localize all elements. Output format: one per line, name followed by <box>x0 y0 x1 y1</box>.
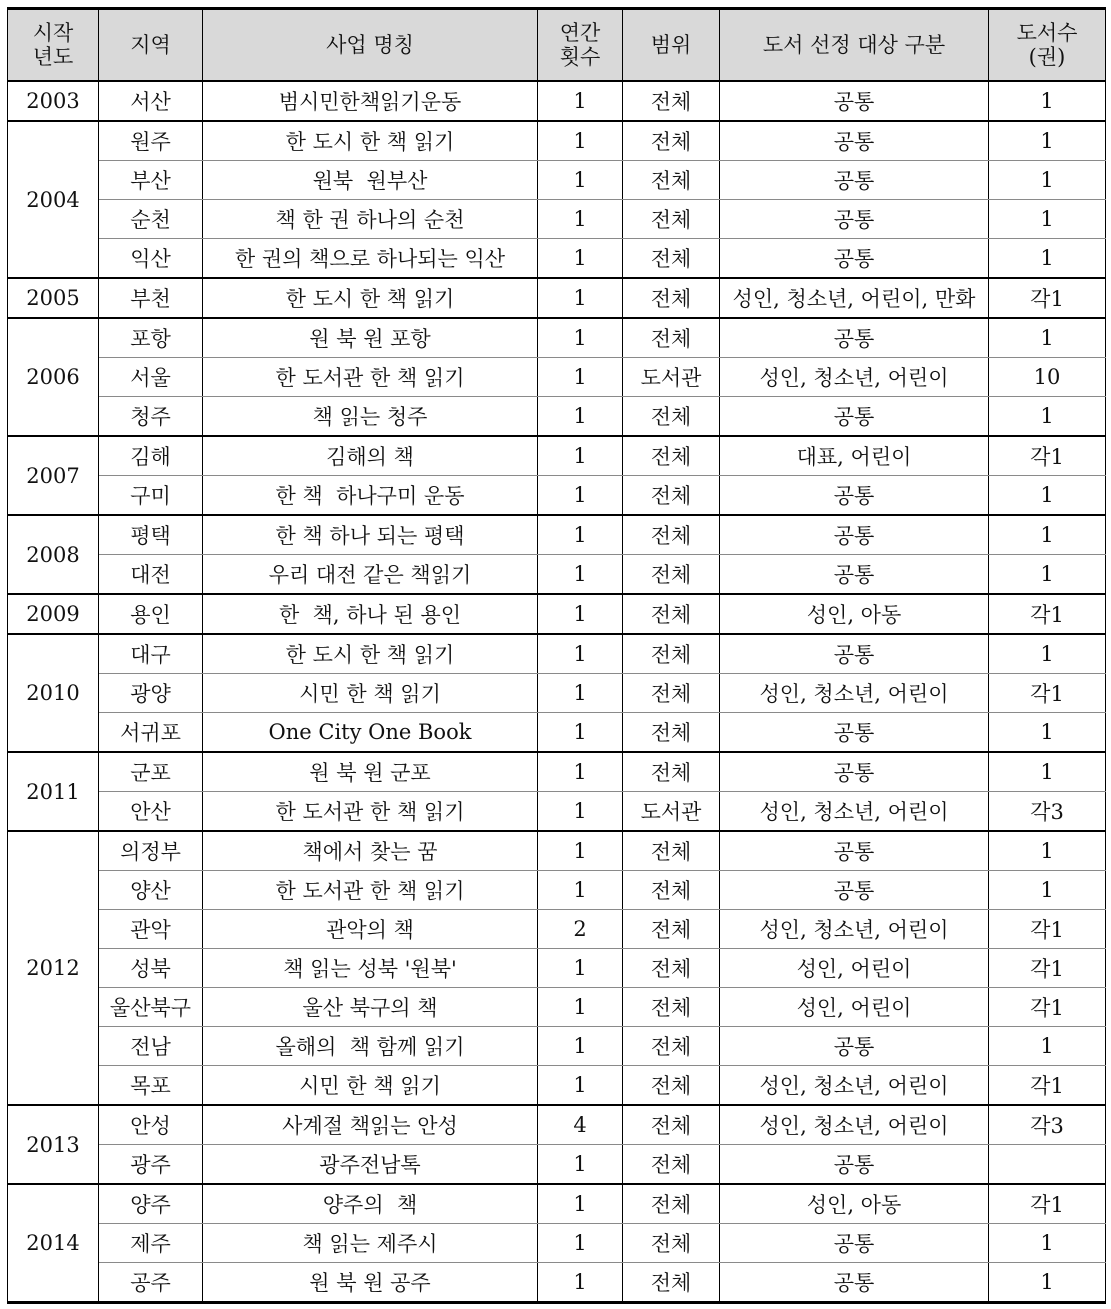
cell-books: 1 <box>989 1027 1106 1066</box>
cell-year: 2003 <box>8 81 99 121</box>
cell-region: 대전 <box>99 555 203 595</box>
cell-count: 1 <box>538 1066 623 1106</box>
table-row <box>8 81 1106 121</box>
table-row <box>8 1027 1106 1066</box>
cell-project: 광주전남톡 <box>203 1145 538 1185</box>
cell-scope: 전체 <box>623 988 720 1027</box>
cell-scope: 전체 <box>623 161 720 200</box>
cell-books: 1 <box>989 713 1106 753</box>
cell-count: 1 <box>538 358 623 397</box>
cell-region: 안산 <box>99 792 203 832</box>
cell-scope: 전체 <box>623 81 720 121</box>
cell-project: 한 책 하나 되는 평택 <box>203 515 538 555</box>
cell-region: 평택 <box>99 515 203 555</box>
cell-project: 올해의 책 함께 읽기 <box>203 1027 538 1066</box>
cell-scope: 전체 <box>623 594 720 634</box>
cell-count: 1 <box>538 239 623 279</box>
cell-target: 공통 <box>720 476 989 516</box>
cell-region: 서귀포 <box>99 713 203 753</box>
cell-region: 관악 <box>99 910 203 949</box>
cell-scope: 전체 <box>623 1184 720 1224</box>
header-region: 지역 <box>99 9 203 82</box>
header-year <box>8 9 99 82</box>
cell-region: 부산 <box>99 161 203 200</box>
cell-target: 성인, 청소년, 어린이 <box>720 358 989 397</box>
header-books <box>989 9 1106 82</box>
cell-project: 한 책, 하나 된 용인 <box>203 594 538 634</box>
cell-year: 2011 <box>8 752 99 831</box>
cell-region: 용인 <box>99 594 203 634</box>
cell-region: 구미 <box>99 476 203 516</box>
cell-year: 2013 <box>8 1105 99 1184</box>
cell-books: 10 <box>989 358 1106 397</box>
cell-project: 한 도시 한 책 읽기 <box>203 121 538 161</box>
cell-scope: 전체 <box>623 1066 720 1106</box>
table-row <box>8 1066 1106 1106</box>
table-row <box>8 358 1106 397</box>
cell-target: 성인, 청소년, 어린이 <box>720 1105 989 1145</box>
cell-target: 성인, 청소년, 어린이, 만화 <box>720 278 989 318</box>
cell-region: 대구 <box>99 634 203 674</box>
header-row <box>8 9 1106 82</box>
table-row <box>8 1105 1106 1145</box>
cell-target: 공통 <box>720 1145 989 1185</box>
cell-books: 1 <box>989 831 1106 871</box>
cell-scope: 전체 <box>623 318 720 358</box>
cell-count: 1 <box>538 200 623 239</box>
cell-project: 한 도서관 한 책 읽기 <box>203 358 538 397</box>
cell-books: 1 <box>989 121 1106 161</box>
cell-books: 각1 <box>989 949 1106 988</box>
cell-books: 1 <box>989 515 1106 555</box>
cell-region: 부천 <box>99 278 203 318</box>
table-row <box>8 594 1106 634</box>
cell-books: 1 <box>989 318 1106 358</box>
cell-target: 공통 <box>720 752 989 792</box>
cell-project: 우리 대전 같은 책읽기 <box>203 555 538 595</box>
cell-scope: 전체 <box>623 713 720 753</box>
cell-project: 한 도시 한 책 읽기 <box>203 278 538 318</box>
cell-target: 공통 <box>720 515 989 555</box>
cell-books: 1 <box>989 476 1106 516</box>
cell-project: 김해의 책 <box>203 436 538 476</box>
cell-books: 각1 <box>989 594 1106 634</box>
table-row <box>8 831 1106 871</box>
cell-count: 1 <box>538 121 623 161</box>
cell-project: 양주의 책 <box>203 1184 538 1224</box>
cell-year: 2006 <box>8 318 99 436</box>
cell-scope: 전체 <box>623 397 720 437</box>
cell-count: 1 <box>538 161 623 200</box>
cell-region: 의정부 <box>99 831 203 871</box>
cell-project: 범시민한책읽기운동 <box>203 81 538 121</box>
cell-target: 성인, 청소년, 어린이 <box>720 910 989 949</box>
cell-books: 각1 <box>989 674 1106 713</box>
table-body <box>8 81 1106 1303</box>
cell-count: 1 <box>538 949 623 988</box>
table-row <box>8 949 1106 988</box>
cell-books: 1 <box>989 555 1106 595</box>
table-row <box>8 397 1106 437</box>
reading-program-table <box>7 7 1106 1304</box>
cell-year: 2005 <box>8 278 99 318</box>
cell-count: 1 <box>538 397 623 437</box>
cell-books: 1 <box>989 161 1106 200</box>
cell-books: 1 <box>989 1224 1106 1263</box>
cell-scope: 전체 <box>623 239 720 279</box>
cell-year: 2010 <box>8 634 99 752</box>
table-row <box>8 988 1106 1027</box>
cell-project: 원북 원부산 <box>203 161 538 200</box>
cell-target: 성인, 청소년, 어린이 <box>720 792 989 832</box>
cell-scope: 전체 <box>623 476 720 516</box>
cell-count: 1 <box>538 713 623 753</box>
cell-region: 성북 <box>99 949 203 988</box>
cell-region: 전남 <box>99 1027 203 1066</box>
cell-books: 각1 <box>989 278 1106 318</box>
cell-region: 김해 <box>99 436 203 476</box>
cell-target: 성인, 아동 <box>720 594 989 634</box>
cell-project: 원 북 원 공주 <box>203 1263 538 1303</box>
table-row <box>8 555 1106 595</box>
cell-project: 책 읽는 청주 <box>203 397 538 437</box>
cell-scope: 전체 <box>623 121 720 161</box>
cell-target: 공통 <box>720 871 989 910</box>
cell-year: 2004 <box>8 121 99 278</box>
table-row <box>8 1145 1106 1185</box>
table-row <box>8 161 1106 200</box>
table-row <box>8 1184 1106 1224</box>
table-header <box>8 9 1106 82</box>
cell-scope: 전체 <box>623 555 720 595</box>
table-row <box>8 792 1106 832</box>
header-project: 사업 명칭 <box>203 9 538 82</box>
cell-target: 성인, 청소년, 어린이 <box>720 674 989 713</box>
cell-project: 한 권의 책으로 하나되는 익산 <box>203 239 538 279</box>
cell-scope: 전체 <box>623 871 720 910</box>
table-row <box>8 200 1106 239</box>
cell-project: 책 한 권 하나의 순천 <box>203 200 538 239</box>
cell-project: 사계절 책읽는 안성 <box>203 1105 538 1145</box>
cell-count: 1 <box>538 1145 623 1185</box>
cell-region: 원주 <box>99 121 203 161</box>
cell-books: 1 <box>989 397 1106 437</box>
cell-books: 각3 <box>989 792 1106 832</box>
cell-books: 1 <box>989 81 1106 121</box>
cell-target: 공통 <box>720 555 989 595</box>
cell-year: 2009 <box>8 594 99 634</box>
cell-books: 1 <box>989 200 1106 239</box>
cell-region: 포항 <box>99 318 203 358</box>
cell-region: 양주 <box>99 1184 203 1224</box>
cell-project: 시민 한 책 읽기 <box>203 1066 538 1106</box>
cell-count: 1 <box>538 278 623 318</box>
cell-books: 각1 <box>989 436 1106 476</box>
cell-target: 공통 <box>720 397 989 437</box>
table-row <box>8 515 1106 555</box>
cell-scope: 전체 <box>623 200 720 239</box>
cell-project: 원 북 원 군포 <box>203 752 538 792</box>
cell-count: 1 <box>538 555 623 595</box>
header-count-label: 연간 횟수 <box>559 21 601 69</box>
cell-books: 1 <box>989 634 1106 674</box>
cell-region: 익산 <box>99 239 203 279</box>
cell-books: 각3 <box>989 1105 1106 1145</box>
cell-project: 원 북 원 포항 <box>203 318 538 358</box>
cell-scope: 전체 <box>623 634 720 674</box>
cell-scope: 전체 <box>623 949 720 988</box>
cell-count: 1 <box>538 792 623 832</box>
cell-count: 1 <box>538 1263 623 1303</box>
cell-count: 1 <box>538 1027 623 1066</box>
table-row <box>8 1263 1106 1303</box>
cell-scope: 전체 <box>623 1263 720 1303</box>
header-year-label: 시작 년도 <box>32 21 74 69</box>
cell-scope: 전체 <box>623 436 720 476</box>
cell-target: 공통 <box>720 239 989 279</box>
cell-count: 1 <box>538 594 623 634</box>
cell-scope: 전체 <box>623 278 720 318</box>
cell-scope: 전체 <box>623 1105 720 1145</box>
cell-target: 성인, 어린이 <box>720 949 989 988</box>
cell-region: 광양 <box>99 674 203 713</box>
cell-target: 공통 <box>720 318 989 358</box>
cell-target: 공통 <box>720 1224 989 1263</box>
cell-project: One City One Book <box>203 713 538 753</box>
cell-target: 공통 <box>720 1263 989 1303</box>
cell-count: 4 <box>538 1105 623 1145</box>
cell-target: 공통 <box>720 713 989 753</box>
cell-project: 시민 한 책 읽기 <box>203 674 538 713</box>
cell-count: 1 <box>538 476 623 516</box>
cell-project: 울산 북구의 책 <box>203 988 538 1027</box>
table-row <box>8 436 1106 476</box>
cell-books: 각1 <box>989 1184 1106 1224</box>
cell-target: 공통 <box>720 831 989 871</box>
header-target: 도서 선정 대상 구분 <box>720 9 989 82</box>
cell-region: 안성 <box>99 1105 203 1145</box>
table-row <box>8 910 1106 949</box>
cell-count: 1 <box>538 436 623 476</box>
cell-count: 1 <box>538 988 623 1027</box>
table-row <box>8 318 1106 358</box>
header-books-label: 도서수 (권) <box>1016 21 1078 69</box>
cell-year: 2007 <box>8 436 99 515</box>
cell-count: 1 <box>538 674 623 713</box>
cell-count: 1 <box>538 752 623 792</box>
table-row <box>8 674 1106 713</box>
cell-project: 책에서 찾는 꿈 <box>203 831 538 871</box>
cell-books: 각1 <box>989 988 1106 1027</box>
cell-scope: 전체 <box>623 1027 720 1066</box>
cell-scope: 전체 <box>623 752 720 792</box>
cell-region: 목포 <box>99 1066 203 1106</box>
cell-count: 1 <box>538 1224 623 1263</box>
cell-count: 1 <box>538 515 623 555</box>
cell-region: 울산북구 <box>99 988 203 1027</box>
cell-scope: 전체 <box>623 831 720 871</box>
cell-count: 1 <box>538 634 623 674</box>
cell-scope: 전체 <box>623 1224 720 1263</box>
cell-region: 제주 <box>99 1224 203 1263</box>
cell-books: 1 <box>989 1263 1106 1303</box>
header-count <box>538 9 623 82</box>
header-scope: 범위 <box>623 9 720 82</box>
cell-region: 양산 <box>99 871 203 910</box>
cell-project: 한 도서관 한 책 읽기 <box>203 792 538 832</box>
cell-target: 공통 <box>720 81 989 121</box>
cell-target: 공통 <box>720 1027 989 1066</box>
cell-count: 2 <box>538 910 623 949</box>
cell-count: 1 <box>538 81 623 121</box>
table-row <box>8 713 1106 753</box>
cell-region: 서산 <box>99 81 203 121</box>
cell-books: 1 <box>989 871 1106 910</box>
cell-books: 각1 <box>989 910 1106 949</box>
cell-target: 성인, 아동 <box>720 1184 989 1224</box>
cell-project: 한 책 하나구미 운동 <box>203 476 538 516</box>
cell-scope: 전체 <box>623 1145 720 1185</box>
cell-books: 각1 <box>989 1066 1106 1106</box>
cell-scope: 전체 <box>623 515 720 555</box>
table-row <box>8 634 1106 674</box>
table-row <box>8 239 1106 279</box>
cell-books: 1 <box>989 752 1106 792</box>
cell-project: 책 읽는 성북 '원북' <box>203 949 538 988</box>
cell-region: 광주 <box>99 1145 203 1185</box>
cell-target: 성인, 어린이 <box>720 988 989 1027</box>
cell-target: 공통 <box>720 161 989 200</box>
cell-project: 책 읽는 제주시 <box>203 1224 538 1263</box>
cell-scope: 전체 <box>623 910 720 949</box>
cell-target: 성인, 청소년, 어린이 <box>720 1066 989 1106</box>
table-wrapper <box>7 7 1105 1304</box>
cell-scope: 도서관 <box>623 792 720 832</box>
cell-project: 한 도서관 한 책 읽기 <box>203 871 538 910</box>
cell-target: 공통 <box>720 200 989 239</box>
cell-region: 서울 <box>99 358 203 397</box>
table-row <box>8 476 1106 516</box>
cell-region: 공주 <box>99 1263 203 1303</box>
cell-year: 2008 <box>8 515 99 594</box>
cell-count: 1 <box>538 871 623 910</box>
table-row <box>8 871 1106 910</box>
cell-count: 1 <box>538 1184 623 1224</box>
cell-count: 1 <box>538 318 623 358</box>
cell-year: 2012 <box>8 831 99 1105</box>
cell-books: 1 <box>989 239 1106 279</box>
table-row <box>8 1224 1106 1263</box>
cell-books <box>989 1145 1106 1185</box>
cell-target: 공통 <box>720 121 989 161</box>
cell-region: 순천 <box>99 200 203 239</box>
cell-target: 대표, 어린이 <box>720 436 989 476</box>
table-row <box>8 278 1106 318</box>
cell-project: 한 도시 한 책 읽기 <box>203 634 538 674</box>
table-row <box>8 752 1106 792</box>
cell-region: 청주 <box>99 397 203 437</box>
cell-year: 2014 <box>8 1184 99 1303</box>
cell-scope: 전체 <box>623 674 720 713</box>
cell-target: 공통 <box>720 634 989 674</box>
cell-region: 군포 <box>99 752 203 792</box>
table-row <box>8 121 1106 161</box>
cell-count: 1 <box>538 831 623 871</box>
cell-project: 관악의 책 <box>203 910 538 949</box>
cell-scope: 도서관 <box>623 358 720 397</box>
